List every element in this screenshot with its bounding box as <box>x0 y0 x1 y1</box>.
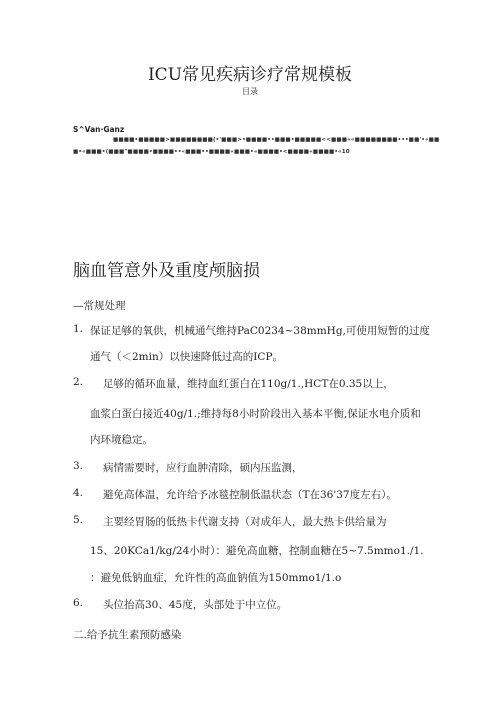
subsection-heading-routine: —常规处理 <box>73 300 126 312</box>
toc-heading: 目录 <box>242 87 258 96</box>
list-item-text: 足够的循环血量，维持血红蛋白在110g/1.,HCT在0.35以上， <box>103 378 394 390</box>
list-item-text: 通气（＜2min）以快速降低过高的ICP。 <box>90 351 284 363</box>
list-item-text: 内环境稳定。 <box>90 434 153 446</box>
section-heading: 脑血管意外及重度颅脑损 <box>73 261 260 281</box>
list-item-number: 5. <box>73 514 84 526</box>
list-item-number: 1. <box>73 323 84 335</box>
subsection-heading-antibiotics: 二.给予抗生素预防感染 <box>73 629 182 641</box>
list-item-text: 头位抬高30、45度，头部处于中立位。 <box>103 599 288 611</box>
toc-leader-line: ■■■■•■■■■■>■■■■■■■■(•'■■■>•■■■■••■■■•■■■■■<<■■■««■■■■■■■■•••■■'•«■■ <box>113 137 440 143</box>
list-item-number: 6. <box>73 597 84 609</box>
list-item-text: ：避免低钠血症，允许性的高血钠值为150mmo1/1.o <box>90 572 342 584</box>
list-item-text: 病情需要时，应行血肿清除，硕内压监测， <box>103 462 303 474</box>
list-item-text: 15、20KCa1/kg/24小时）：避免高血糖，控制血糖在5~7.5mmo1./1. <box>90 545 424 557</box>
list-item-number: 3. <box>73 460 84 472</box>
list-item-text: 保证足够的氧供，机械通气维持PaC0234~38mmHg,可使用短暂的过度 <box>90 325 430 337</box>
list-item-number: 4. <box>73 487 84 499</box>
list-item-text: 主要经胃肠的低热卡代谢支持（对成年人，最大热卡供给量为 <box>103 516 387 528</box>
toc-entry: S^Van·Ganz <box>73 125 125 134</box>
list-item-number: 2. <box>73 376 84 388</box>
list-item-text: 避免高体温，允许给予冰毯控制低温状态（T在36'37度左右）。 <box>103 489 397 501</box>
document-title: ICU常见疾病诊疗常规模板 <box>147 65 353 85</box>
list-item-text: 血浆白蛋白接近40g/1.;维持每8小时阶段出入基本平衡,保证水电介质和 <box>90 408 421 420</box>
toc-leader-line-page: ■•«■■■•(■■■"■■■■•■■■■••«■■■••■■■■«■■■•«■■■■•<■■■■«■■■■•«10 <box>73 149 350 155</box>
